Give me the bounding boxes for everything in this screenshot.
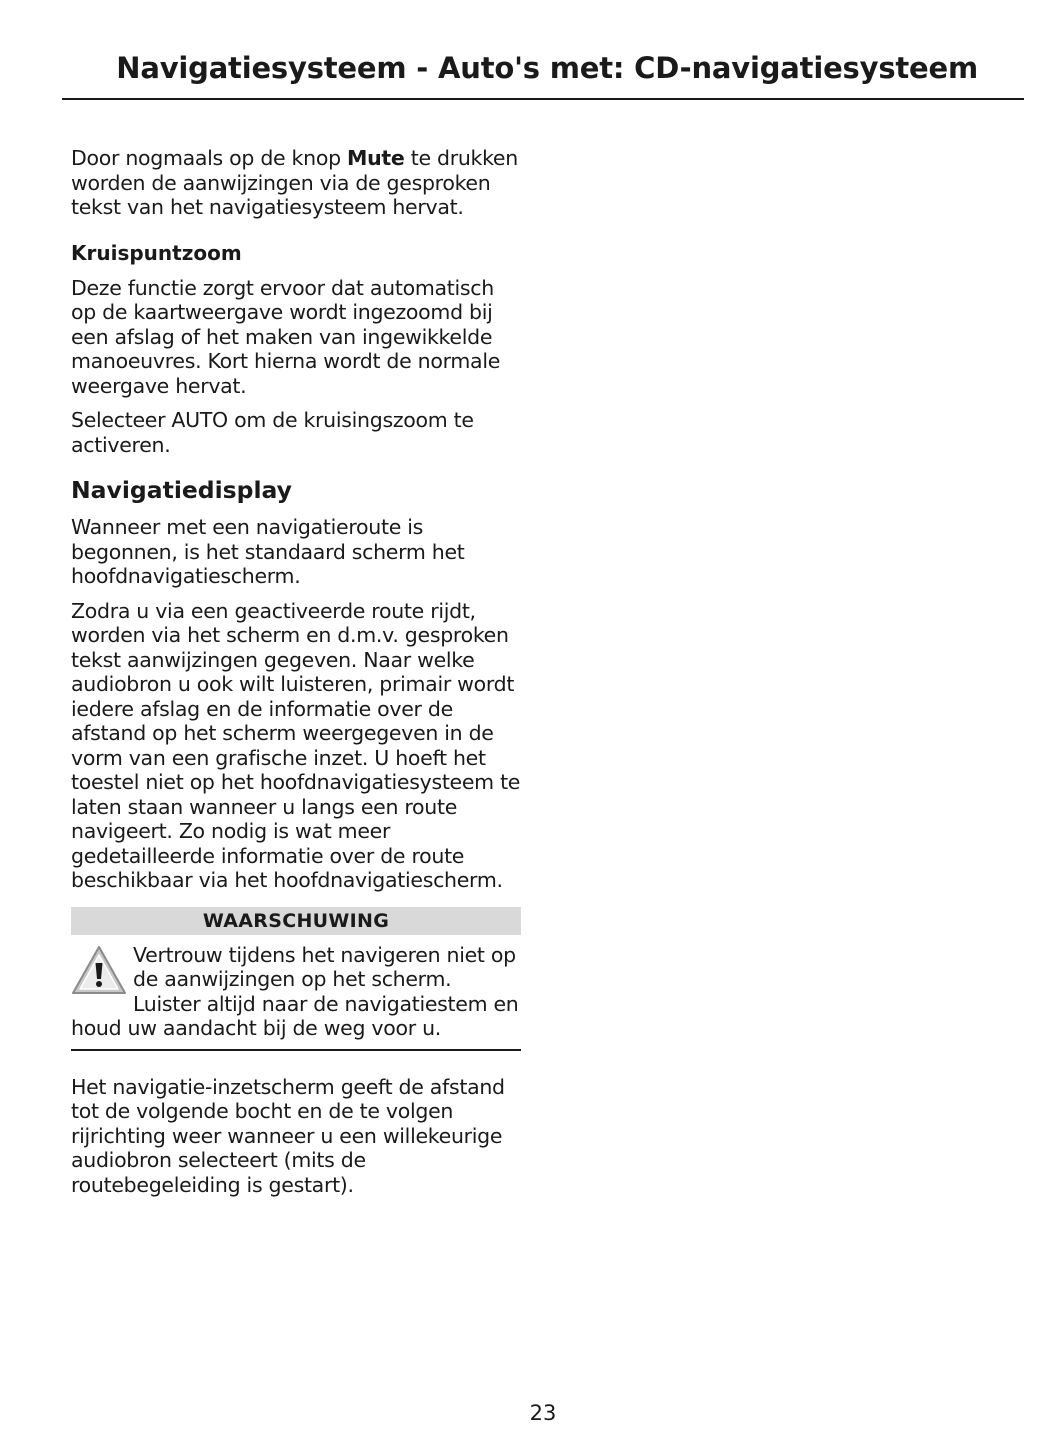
kruispuntzoom-paragraph: Deze functie zorgt ervoor dat automatisch op de kaartweergave wordt ingezoomd bij een afslag of het maken van ingewikkelde manoeuvres. Kort hierna wordt de normale weergave hervat. (71, 275, 501, 398)
page-number: 23 (529, 1401, 557, 1425)
content-column (71, 146, 521, 1207)
navigatiedisplay-paragraph-1: Wanneer met een navigatieroute is begonnen, is het standaard scherm het hoofdnavigatiescherm. (71, 515, 465, 588)
warning-text: Vertrouw tijdens het navigeren niet op de aanwijzingen op het scherm. Luister altijd naar de navigatiestem en houd uw aandacht bij de weg voor u. (71, 942, 519, 1040)
intro-text-after: te drukken worden de aanwijzingen via de gesproken tekst van het navigatiesysteem hervat. (71, 146, 518, 219)
intro-paragraph (71, 146, 521, 220)
kruispuntzoom-heading: Kruispuntzoom (71, 240, 242, 265)
warning-body (71, 943, 521, 1041)
warning-box (71, 907, 521, 1051)
navigatiedisplay-heading: Navigatiedisplay (71, 476, 293, 504)
page-header (62, 48, 1024, 100)
mute-keyword: Mute (347, 146, 405, 170)
warning-triangle-icon (71, 945, 127, 997)
navigatiedisplay-paragraph-2: Zodra u via een geactiveerde route rijdt, worden via het scherm en d.m.v. gesproken tekst aanwijzingen gegeven. Naar welke audiobron u ook wilt luisteren, primair wordt iedere afslag en de informatie over de afstand op het scherm weergegeven in de vorm van een grafische inzet. U hoeft het toestel niet op het hoofdnavigatiesysteem te laten staan wanneer u langs een route navigeert. Zo nodig is wat meer gedetailleerde informatie over de route beschikbaar via het hoofdnavigatiescherm. (71, 598, 521, 892)
page-title: Navigatiesysteem - Auto's met: CD-navigatiesysteem (116, 51, 978, 85)
warning-title: WAARSCHUWING (71, 907, 521, 935)
intro-text-before: Door nogmaals op de knop (71, 146, 347, 170)
closing-paragraph: Het navigatie-inzetscherm geeft de afstand tot de volgende bocht en de te volgen rijrichting weer wanneer u een willekeurige audiobron selecteert (mits de routebegeleiding is gestart). (71, 1074, 505, 1197)
kruispuntzoom-activate-paragraph: Selecteer AUTO om de kruisingszoom te activeren. (71, 408, 474, 457)
